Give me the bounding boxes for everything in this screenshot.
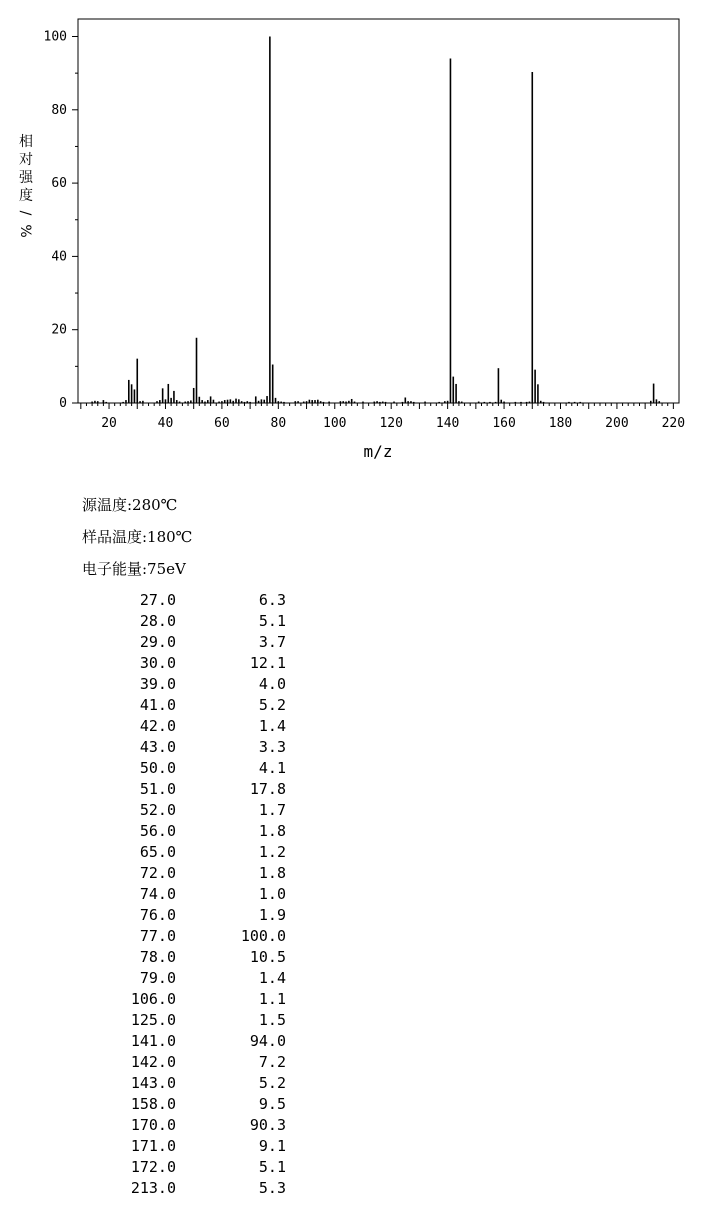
sample-temperature: 样品温度:180℃ (82, 528, 193, 546)
table-row (100, 905, 286, 926)
peak-mz: 41.0 (139, 696, 176, 714)
peak-mz: 28.0 (139, 612, 176, 630)
peak-mz: 158.0 (130, 1095, 176, 1113)
peak-mz: 51.0 (139, 780, 176, 798)
x-axis (81, 403, 685, 431)
peak-mz: 141.0 (130, 1032, 176, 1050)
mass-spectrum-chart (0, 0, 702, 470)
peak-abundance: 5.2 (258, 1074, 286, 1092)
peak-abundance: 1.5 (258, 1011, 286, 1029)
peak-mz: 72.0 (139, 864, 176, 882)
table-row (100, 968, 286, 989)
x-tick-label: 40 (157, 416, 174, 431)
peak-mz: 79.0 (139, 969, 176, 987)
table-row (100, 1157, 286, 1178)
peak-abundance: 1.8 (258, 822, 286, 840)
peak-mz: 30.0 (139, 654, 176, 672)
x-tick-label: 220 (661, 416, 686, 431)
y-axis-label-char: 相 (19, 134, 33, 150)
x-tick-label: 140 (435, 416, 460, 431)
y-axis (44, 30, 78, 412)
plot-frame (78, 19, 679, 403)
x-tick-label: 120 (379, 416, 403, 431)
table-row (100, 947, 286, 968)
peak-mz: 171.0 (130, 1137, 176, 1155)
x-tick-label: 100 (323, 416, 347, 431)
table-row (100, 863, 286, 884)
peak-mz: 170.0 (130, 1116, 176, 1134)
table-row (100, 611, 286, 632)
table-row (100, 821, 286, 842)
peak-mz: 213.0 (130, 1179, 176, 1197)
source-temperature: 源温度:280℃ (82, 496, 178, 514)
peak-abundance: 1.4 (258, 969, 286, 987)
peak-mz: 76.0 (139, 906, 176, 924)
x-tick-label: 80 (270, 416, 287, 431)
peak-abundance: 1.8 (258, 864, 286, 882)
table-row (100, 1010, 286, 1031)
table-row (100, 779, 286, 800)
peak-mz: 50.0 (139, 759, 176, 777)
y-axis-label-char: 对 (19, 152, 33, 168)
peak-abundance: 9.5 (258, 1095, 286, 1113)
table-row (100, 1073, 286, 1094)
table-row (100, 695, 286, 716)
y-tick-label: 40 (51, 249, 67, 265)
table-row (100, 1094, 286, 1115)
y-tick-label: 20 (51, 322, 67, 338)
peak-abundance: 5.1 (258, 1158, 286, 1176)
table-row (100, 590, 286, 611)
y-tick-label: 100 (43, 29, 67, 45)
table-row (100, 842, 286, 863)
table-row (100, 737, 286, 758)
y-axis-label-char: % (17, 224, 33, 238)
table-row (100, 1115, 286, 1136)
peak-abundance: 5.3 (258, 1179, 286, 1197)
table-row (100, 674, 286, 695)
peak-mz: 52.0 (139, 801, 176, 819)
peak-abundance: 1.7 (258, 801, 286, 819)
table-row (100, 926, 286, 947)
peak-mz: 29.0 (139, 633, 176, 651)
table-row (100, 1178, 286, 1199)
y-tick-label: 80 (51, 102, 67, 118)
peak-abundance: 1.2 (258, 843, 286, 861)
peak-abundance: 3.3 (258, 738, 286, 756)
peak-mz: 39.0 (139, 675, 176, 693)
table-row (100, 716, 286, 737)
table-row (100, 989, 286, 1010)
peak-abundance: 4.0 (258, 675, 286, 693)
peak-mz: 27.0 (139, 591, 176, 609)
peak-abundance: 9.1 (258, 1137, 286, 1155)
peak-mz: 56.0 (139, 822, 176, 840)
table-row (100, 758, 286, 779)
y-axis-label-char: 强 (19, 170, 33, 186)
peak-abundance: 94.0 (249, 1032, 286, 1050)
peak-mz: 125.0 (130, 1011, 176, 1029)
spectrum-peaks (92, 37, 659, 404)
peak-abundance: 1.1 (258, 990, 286, 1008)
peak-mz: 42.0 (139, 717, 176, 735)
x-tick-label: 20 (101, 416, 117, 431)
table-row (100, 1136, 286, 1157)
peak-table (100, 590, 286, 1199)
peak-abundance: 3.7 (258, 633, 286, 651)
y-tick-label: 60 (51, 176, 67, 192)
peak-abundance: 5.2 (258, 696, 286, 714)
peak-mz: 172.0 (130, 1158, 176, 1176)
electron-energy: 电子能量:75eV (82, 560, 186, 578)
peak-mz: 43.0 (139, 738, 176, 756)
peak-mz: 143.0 (130, 1074, 176, 1092)
peak-abundance: 17.8 (249, 780, 286, 798)
peak-abundance: 12.1 (249, 654, 286, 672)
x-tick-label: 180 (548, 416, 573, 431)
peak-abundance: 6.3 (258, 591, 286, 609)
peak-abundance: 1.9 (258, 906, 286, 924)
peak-abundance: 1.4 (258, 717, 286, 735)
table-row (100, 800, 286, 821)
peak-abundance: 100.0 (240, 927, 286, 945)
peak-mz: 142.0 (130, 1053, 176, 1071)
peak-abundance: 4.1 (258, 759, 286, 777)
peak-mz: 106.0 (130, 990, 176, 1008)
x-axis-label: m/z (363, 442, 393, 461)
peak-mz: 78.0 (139, 948, 176, 966)
y-axis-label (17, 133, 34, 238)
y-axis-label-char: / (17, 210, 33, 216)
peak-abundance: 90.3 (249, 1116, 286, 1134)
peak-mz: 65.0 (139, 843, 176, 861)
table-row (100, 1031, 286, 1052)
x-tick-label: 160 (492, 416, 516, 431)
peak-abundance: 10.5 (249, 948, 286, 966)
peak-abundance: 5.1 (258, 612, 286, 630)
table-row (100, 884, 286, 905)
table-row (100, 653, 286, 674)
peak-abundance: 7.2 (258, 1053, 286, 1071)
peak-abundance: 1.0 (258, 885, 286, 903)
peak-mz: 77.0 (139, 927, 176, 945)
y-tick-label: 0 (59, 396, 67, 411)
table-row (100, 632, 286, 653)
x-tick-label: 60 (214, 416, 230, 431)
table-row (100, 1052, 286, 1073)
x-tick-label: 200 (605, 416, 629, 431)
y-axis-label-char: 度 (19, 188, 33, 204)
peak-mz: 74.0 (139, 885, 176, 903)
